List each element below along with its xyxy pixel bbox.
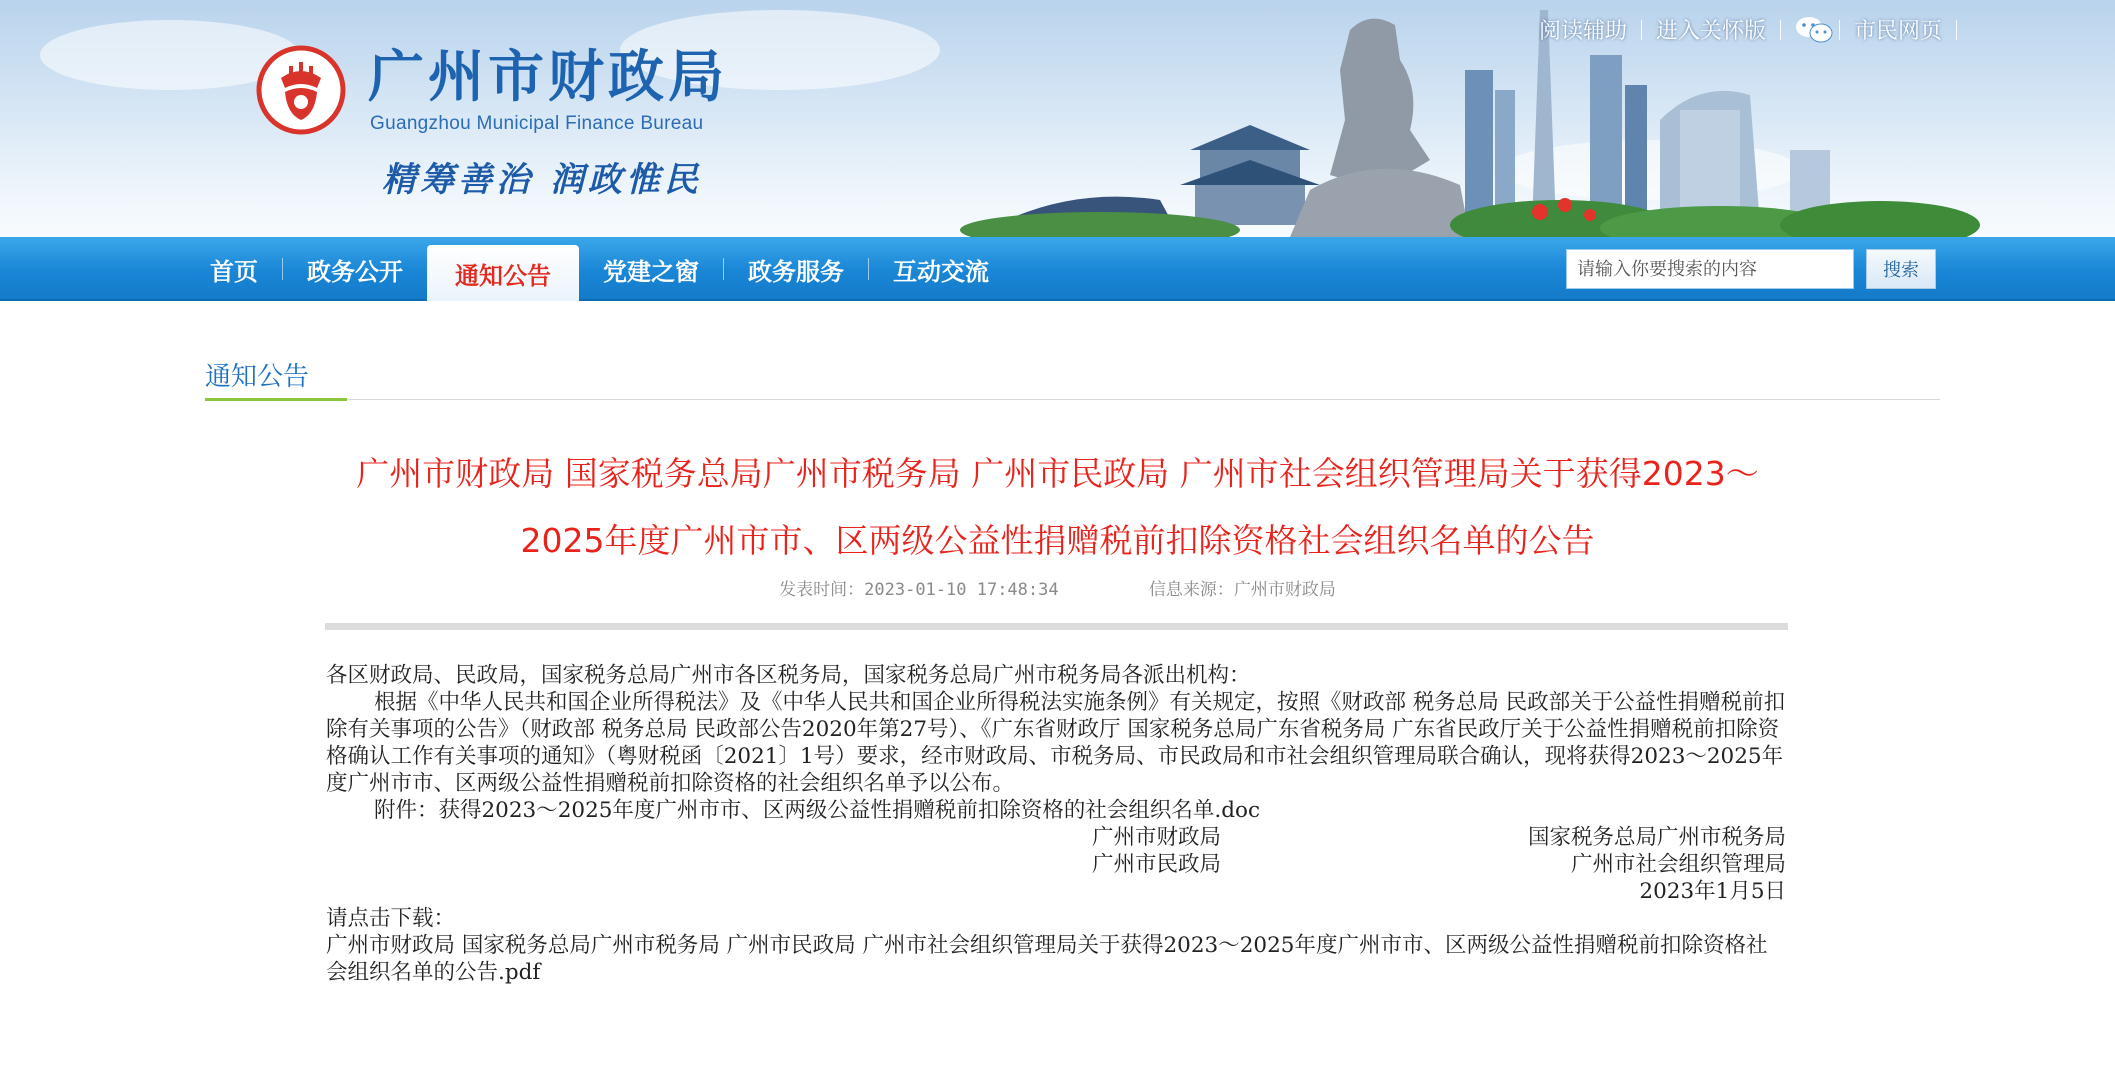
section-title[interactable]: 通知公告 <box>205 362 310 392</box>
wechat-icon[interactable] <box>1795 16 1833 44</box>
signature-civil-affairs-bureau: 广州市民政局 <box>1092 852 1222 877</box>
attachment-link[interactable]: 附件：获得2023～2025年度广州市市、区两级公益性捐赠税前扣除资格的社会组织名单.doc <box>374 798 1261 823</box>
site-title: 广州市财政局 <box>368 45 728 110</box>
site-subtitle: Guangzhou Municipal Finance Bureau <box>370 113 704 134</box>
signature-tax-bureau: 国家税务总局广州市税务局 <box>1527 825 1786 850</box>
salutation: 各区财政局、民政局，国家税务总局广州市各区税务局，国家税务总局广州市税务局各派出机构： <box>326 663 1251 688</box>
site-slogan: 精筹善治 润政惟民 <box>382 160 702 200</box>
signature-row <box>326 851 1786 878</box>
search-input[interactable] <box>1567 250 1853 288</box>
article-title-line: 广州市财政局 国家税务总局广州市税务局 广州市民政局 广州市社会组织管理局关于获得2023～ <box>356 454 1759 493</box>
nav-item-party-building[interactable]: 党建之窗 <box>603 257 699 286</box>
divider <box>1956 20 1957 40</box>
finance-bureau-emblem-icon <box>255 44 347 136</box>
meta-divider-bar <box>325 623 1788 630</box>
nav-list <box>186 237 1013 301</box>
nav-item-home[interactable]: 首页 <box>210 257 258 286</box>
top-links <box>1525 14 1957 45</box>
article-body <box>326 662 1786 986</box>
header-banner <box>0 0 2115 237</box>
pdf-download-link[interactable]: 广州市财政局 国家税务总局广州市税务局 广州市民政局 广州市社会组织管理局关于获得2023～2025年度广州市市、区两级公益性捐赠税前扣除资格社会组织名单的公告.pdf <box>326 933 1768 985</box>
signature-row <box>326 824 1786 851</box>
article-meta <box>330 575 1785 600</box>
search-button[interactable]: 搜索 <box>1866 249 1936 289</box>
body-paragraph: 根据《中华人民共和国企业所得税法》及《中华人民共和国企业所得税法实施条例》有关规定，按照《财政部 税务总局 民政部关于公益性捐赠税前扣除有关事项的公告》（财政部 税务总局 民政部公告2020年第27号）、《广东省财政厅 国家税务总局广东省税务局 广东省民政厅关于公益性捐赠税前扣除资格确认工作有关事项的通知》（粤财税函〔2021〕1号）要求，经市财政局、市税务局、市民政局和市社会组织管理局联合确认，现将获得2023～2025年度广州市市、区两级公益性捐赠税前扣除资格的社会组织名单予以公布。 <box>326 690 1786 796</box>
signature-date: 2023年1月5日 <box>1639 879 1786 904</box>
signature-social-org-bureau: 广州市社会组织管理局 <box>1570 852 1786 877</box>
reading-aid-link[interactable]: 阅读辅助 <box>1538 19 1627 44</box>
section-divider <box>205 399 1940 400</box>
signature-finance-bureau: 广州市财政局 <box>1092 825 1222 850</box>
search-box <box>1566 249 1854 289</box>
nav-item-interaction[interactable]: 互动交流 <box>893 257 989 286</box>
nav-item-government-affairs[interactable]: 政务公开 <box>307 257 403 286</box>
article-title <box>330 440 1785 574</box>
citizen-page-link[interactable]: 市民网页 <box>1853 19 1942 44</box>
nav-item-notices[interactable]: 通知公告 <box>427 245 579 301</box>
care-mode-link[interactable]: 进入关怀版 <box>1655 19 1766 44</box>
section-divider-accent <box>205 398 347 401</box>
nav-item-government-services[interactable]: 政务服务 <box>748 257 844 286</box>
divider <box>1780 20 1781 40</box>
publish-time: 发表时间：2023-01-10 17:48:34 <box>779 580 1059 600</box>
info-source: 信息来源：广州市财政局 <box>1148 580 1336 600</box>
download-label: 请点击下载： <box>326 906 456 931</box>
article-title-line: 2025年度广州市市、区两级公益性捐赠税前扣除资格社会组织名单的公告 <box>520 521 1595 560</box>
